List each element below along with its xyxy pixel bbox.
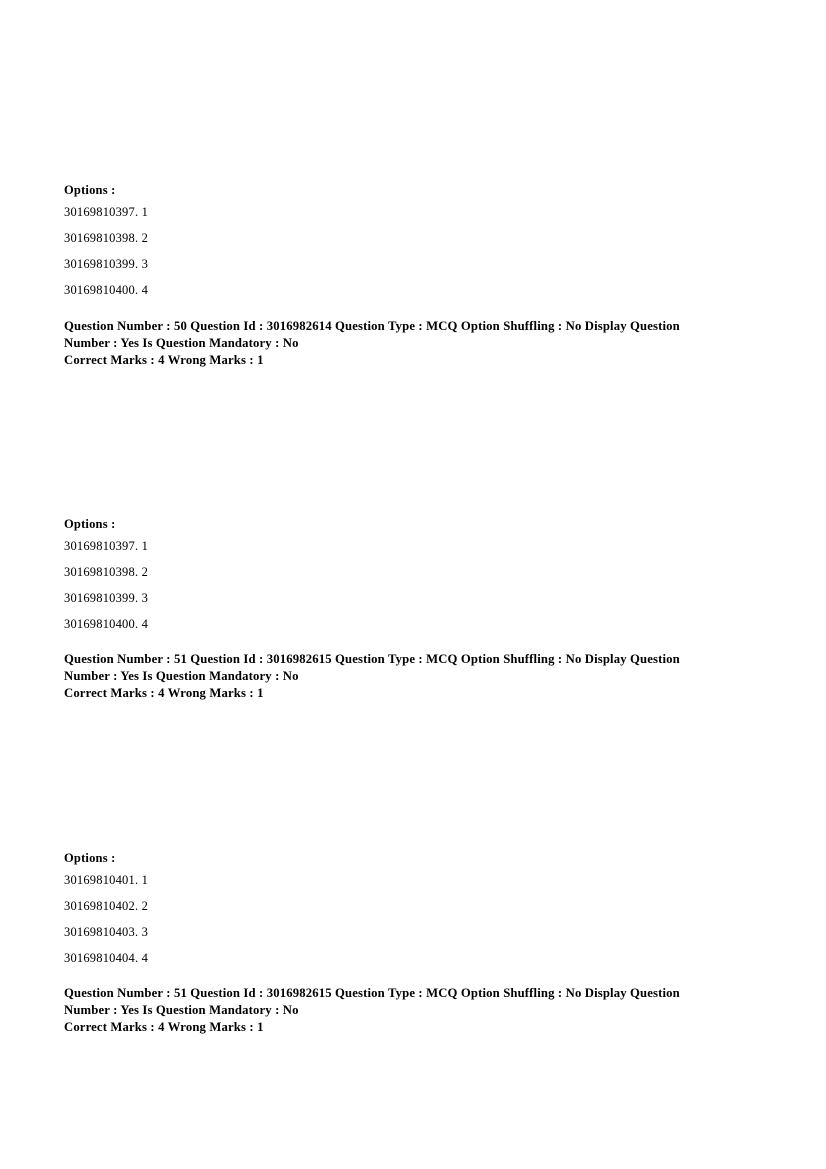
option-item: 30169810400. 4: [64, 617, 149, 631]
question-meta-line2: Number : Yes Is Question Mandatory : No: [64, 1003, 299, 1017]
option-item: 30169810397. 1: [64, 539, 149, 553]
option-item: 30169810399. 3: [64, 257, 149, 271]
question-meta-line2: Number : Yes Is Question Mandatory : No: [64, 336, 299, 350]
options-label: Options :: [64, 851, 116, 865]
option-item: 30169810403. 3: [64, 925, 149, 939]
question-meta-line3: Correct Marks : 4 Wrong Marks : 1: [64, 686, 264, 700]
option-item: 30169810399. 3: [64, 591, 149, 605]
question-meta-line1: Question Number : 51 Question Id : 3016982615 Question Type : MCQ Option Shuffling : No Display Question: [64, 986, 680, 1000]
question-block-1: [64, 183, 766, 309]
question-meta-1: [64, 318, 766, 369]
question-block-3: [64, 851, 766, 977]
option-item: 30169810401. 1: [64, 873, 149, 887]
question-meta-line1: Question Number : 50 Question Id : 3016982614 Question Type : MCQ Option Shuffling : No Display Question: [64, 319, 680, 333]
question-meta-2: [64, 651, 766, 702]
question-meta-line1: Question Number : 51 Question Id : 3016982615 Question Type : MCQ Option Shuffling : No Display Question: [64, 652, 680, 666]
question-meta-3: [64, 985, 766, 1036]
question-block-2: [64, 517, 766, 643]
options-label: Options :: [64, 183, 116, 197]
option-item: 30169810398. 2: [64, 565, 149, 579]
question-meta-line3: Correct Marks : 4 Wrong Marks : 1: [64, 1020, 264, 1034]
options-label: Options :: [64, 517, 116, 531]
option-item: 30169810398. 2: [64, 231, 149, 245]
question-meta-line2: Number : Yes Is Question Mandatory : No: [64, 669, 299, 683]
option-item: 30169810404. 4: [64, 951, 149, 965]
option-item: 30169810400. 4: [64, 283, 149, 297]
option-item: 30169810402. 2: [64, 899, 149, 913]
question-meta-line3: Correct Marks : 4 Wrong Marks : 1: [64, 353, 264, 367]
option-item: 30169810397. 1: [64, 205, 149, 219]
